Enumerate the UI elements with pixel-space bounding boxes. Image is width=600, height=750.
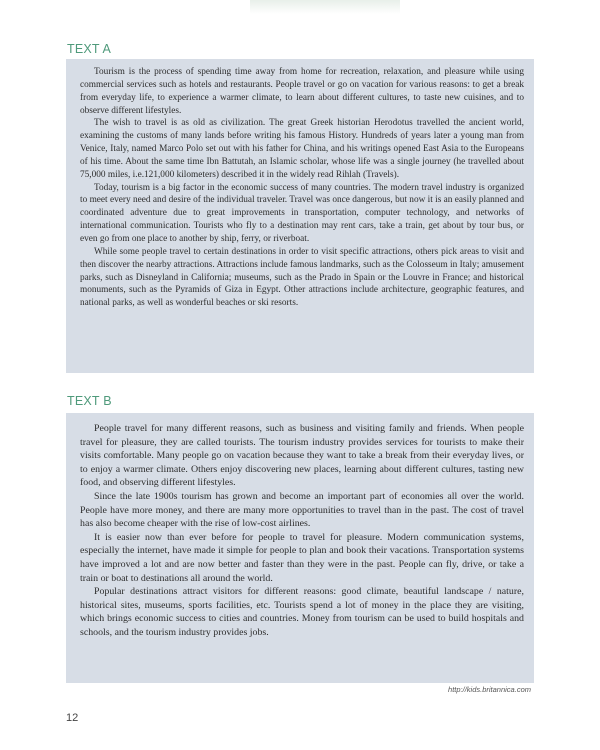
text-b-heading: TEXT B xyxy=(67,394,112,408)
page-number: 12 xyxy=(66,712,79,724)
text-b-box xyxy=(66,413,534,683)
source-link[interactable]: http://kids.britannica.com xyxy=(448,685,531,694)
text-b-paragraph: It is easier now than ever before for people to travel for pleasure. Modern communication systems, especially the internet, have made it simple for people to plan and book their vacations. Transportation systems have improved a lot and are now better and faster than they were in the past. People can fly, drive, or take a train or boat to destinations all around the world. xyxy=(80,531,524,584)
text-b-paragraph: People travel for many different reasons, such as business and visiting family and friends. When people travel for pleasure, they are called tourists. The tourism industry provides services for tourists to make their visits comfortable. Many people go on vacation because they want to take a break from their everyday lives, or to enjoy a warmer climate. Others enjoy discovering new places, learning about different cultures, tasting new food, and observing different lifestyles. xyxy=(80,423,524,489)
text-b-paragraph: Popular destinations attract visitors for different reasons: good climate, beautiful landscape / nature, historical sites, museums, sports facilities, etc. Tourists spend a lot of money in the place they are visiting, which brings economic success to cities and countries. Money from tourism can be used to build hospitals and schools, and the tourism industry provides jobs. xyxy=(80,586,524,638)
text-a-box xyxy=(66,59,534,373)
text-b-paragraph: Since the late 1900s tourism has grown and become an important part of economies all over the world. People have more money, and there are many more opportunities to travel than in the past. The cost of travel has also become cheaper with the rise of low-cost airlines. xyxy=(80,490,524,530)
top-decoration xyxy=(250,0,400,14)
text-a-paragraph: The wish to travel is as old as civilization. The great Greek historian Herodotus travelled the ancient world, examining the customs of many lands before writing his famous History. Hundreds of years later a young man from Venice, Italy, named Marco Polo set out with his father for China, and his writings opened East Asia to the Europeans of his time. About the same time Ibn Battutah, an Islamic scholar, whose life was a single journey (he travelled about 75,000 miles, i.e.121,000 kilometers) described it in the widely read Rihlah (Travels). xyxy=(80,118,524,180)
text-a-paragraph: Today, tourism is a big factor in the economic success of many countries. The modern travel industry is organized to meet every need and desire of the individual traveler. Travel was once dangerous, but now it is an easily planned and coordinated adventure due to great improvements in transportation, computer technology, and networks of international communication. Tourists who fly to a destination may rent cars, take a train, get about by tour bus, or even go from one place to another by ship, ferry, or riverboat. xyxy=(80,182,524,244)
text-a-paragraph: Tourism is the process of spending time away from home for recreation, relaxation, and pleasure while using commercial services such as hotels and restaurants. People travel or go on vacation for various reasons: to get a break from everyday life, to experience a warmer climate, to learn about different cultures, to taste new cuisines, and to observe different lifestyles. xyxy=(80,67,524,116)
text-a-heading: TEXT A xyxy=(67,42,112,56)
text-a-paragraph: While some people travel to certain destinations in order to visit specific attractions, others pick areas to visit and then discover the nearby attractions. Attractions include famous landmarks, such as the Colosseum in Italy; amusement parks, such as Disneyland in California; museums, such as the Prado in Spain or the Louvre in France; and historical monuments, such as the Pyramids of Giza in Egypt. Other attractions include architecture, geographic features, and national parks, as well as wonderful beaches or ski resorts. xyxy=(80,246,524,309)
